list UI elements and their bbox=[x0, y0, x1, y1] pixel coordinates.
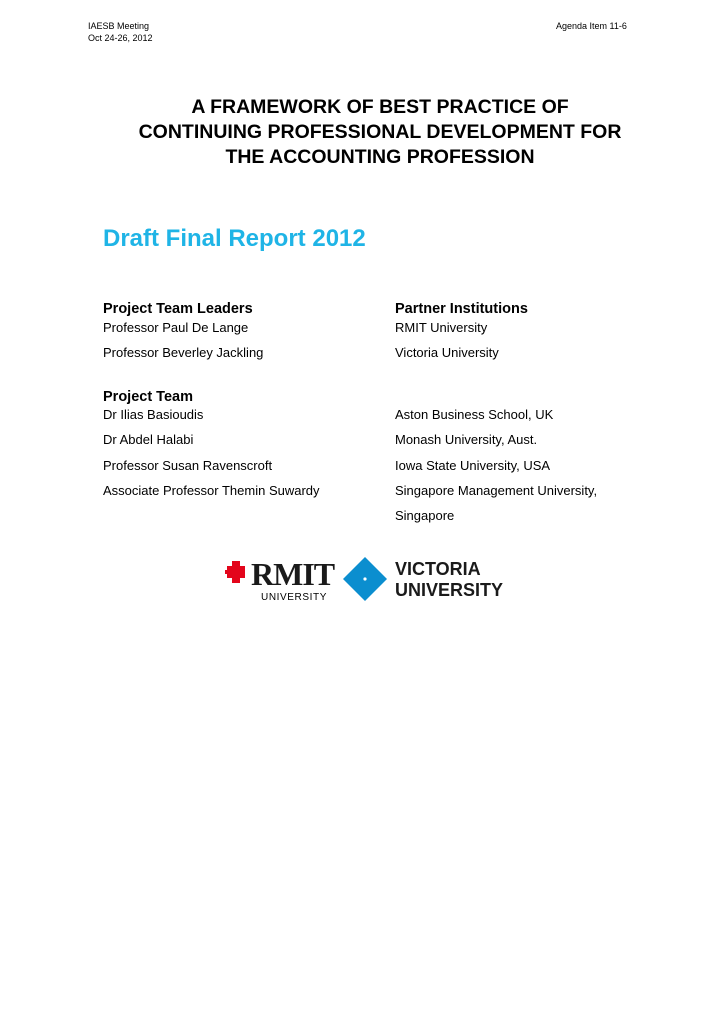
partners-heading: Partner Institutions bbox=[395, 301, 528, 317]
team-member-name: Associate Professor Themin Suwardy bbox=[103, 483, 320, 498]
team-member-institution: Aston Business School, UK bbox=[395, 407, 554, 422]
team-member-name: Dr Ilias Basioudis bbox=[103, 407, 204, 422]
team-member-name: Professor Susan Ravenscroft bbox=[103, 458, 273, 473]
title-line: THE ACCOUNTING PROFESSION bbox=[225, 146, 535, 168]
header-date: Oct 24-26, 2012 bbox=[88, 33, 153, 43]
title-line: CONTINUING PROFESSIONAL DEVELOPMENT FOR bbox=[138, 121, 622, 143]
rmit-logo-sub: UNIVERSITY bbox=[261, 592, 328, 603]
document-title bbox=[60, 95, 700, 170]
vu-logo-line1: VICTORIA bbox=[395, 559, 481, 579]
report-subtitle: Draft Final Report 2012 bbox=[103, 225, 366, 252]
leader-institution: Victoria University bbox=[395, 345, 499, 360]
title-line: A FRAMEWORK OF BEST PRACTICE OF bbox=[191, 96, 569, 118]
leader-institution: RMIT University bbox=[395, 320, 488, 335]
page-header-left bbox=[88, 20, 153, 44]
header-agenda-item: Agenda Item 11-6 bbox=[556, 21, 627, 31]
leaders-heading: Project Team Leaders bbox=[103, 301, 253, 317]
team-member-institution: Singapore Management University, bbox=[395, 483, 598, 498]
team-member-name: Dr Abdel Halabi bbox=[103, 432, 194, 447]
rmit-logo-word: RMIT bbox=[251, 556, 335, 592]
vu-diamond-icon bbox=[343, 557, 387, 601]
team-member-institution: Singapore bbox=[395, 508, 455, 523]
university-logos bbox=[225, 554, 525, 604]
team-heading: Project Team bbox=[103, 389, 193, 405]
leader-name: Professor Paul De Lange bbox=[103, 320, 249, 335]
header-meeting: IAESB Meeting bbox=[88, 21, 150, 31]
team-member-institution: Monash University, Aust. bbox=[395, 432, 538, 447]
leader-name: Professor Beverley Jackling bbox=[103, 345, 264, 360]
vu-logo-line2: UNIVERSITY bbox=[395, 580, 504, 600]
team-member-institution: Iowa State University, USA bbox=[395, 458, 551, 473]
logos-svg bbox=[225, 554, 525, 604]
rmit-emblem-icon bbox=[225, 561, 245, 583]
